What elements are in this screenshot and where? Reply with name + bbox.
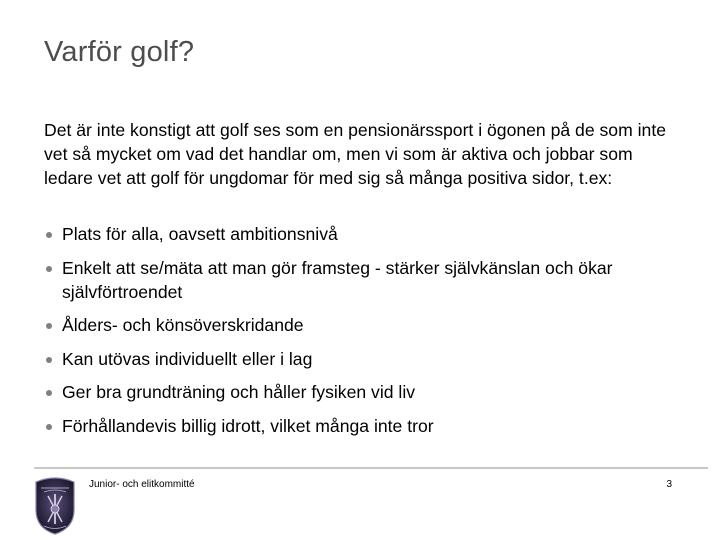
bullet-dot-icon: [46, 424, 52, 430]
bullet-text: Plats för alla, oavsett ambitionsnivå: [62, 224, 338, 244]
bullet-text: Kan utövas individuellt eller i lag: [62, 348, 313, 369]
bullet-dot-icon: [46, 266, 52, 272]
bullet-item: [44, 256, 684, 304]
bullet-item: [44, 313, 684, 337]
bullet-dot-icon: [46, 232, 52, 238]
bullet-item: [44, 347, 684, 371]
bullet-dot-icon: [46, 357, 52, 363]
bullet-list: [44, 222, 684, 447]
bullet-item: [44, 380, 684, 404]
bullet-text: Ålders- och könsöverskridande: [62, 315, 304, 335]
bullet-item: [44, 222, 684, 246]
intro-paragraph: Det är inte konstigt att golf ses som en pensionärssport i ögonen på de som inte vet så mycket om vad det handlar om, men vi som är aktiva och jobbar som ledare vet att golf för ungdomar för med sig så många positiva sidor, t.ex:: [44, 120, 667, 188]
footer-divider: [34, 467, 708, 469]
bullet-item: [44, 414, 684, 438]
bullet-text: Enkelt att se/mäta att man gör framsteg - stärker självkänslan och ökar självförtroendet: [62, 257, 613, 302]
slide-title: Varför golf?: [44, 36, 195, 68]
page-number: 3: [666, 479, 672, 490]
bullet-text: Ger bra grundträning och håller fysiken vid liv: [62, 382, 416, 402]
footer-text: Junior- och elitkommitté: [89, 479, 195, 490]
golf-club-emblem-icon: [32, 476, 78, 536]
bullet-text: Förhållandevis billig idrott, vilket många inte tror: [62, 415, 434, 436]
bullet-dot-icon: [46, 323, 52, 329]
bullet-dot-icon: [46, 390, 52, 396]
